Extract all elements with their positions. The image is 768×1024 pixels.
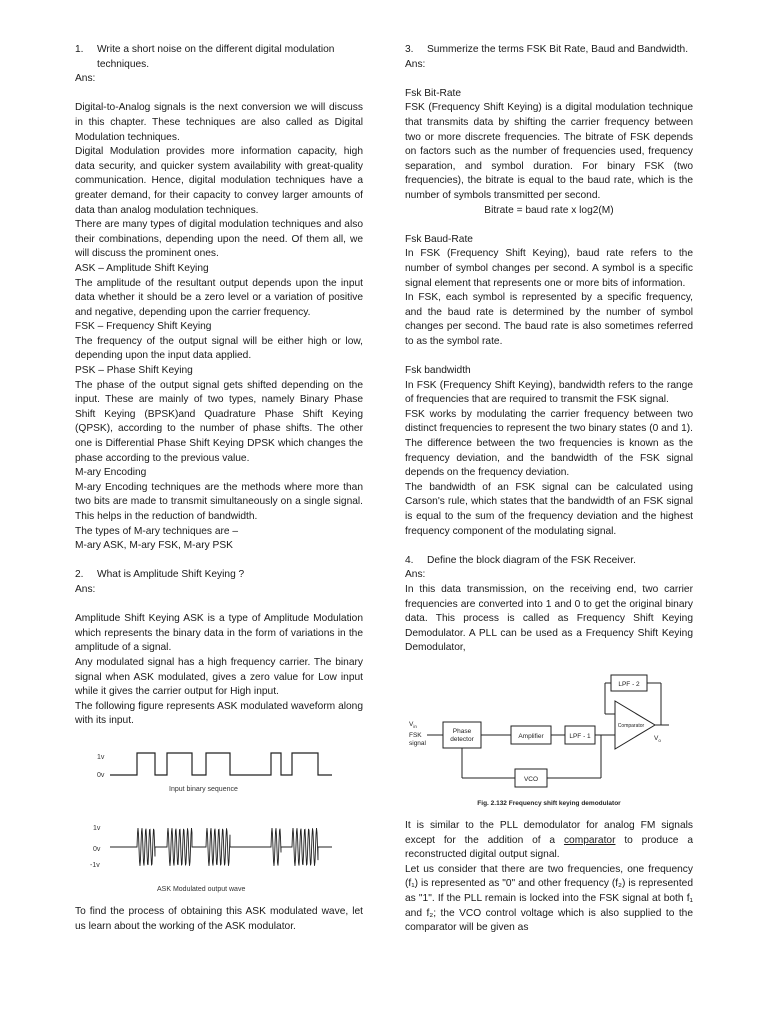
question-text: Summerize the terms FSK Bit Rate, Baud and Bandwidth. bbox=[427, 44, 689, 55]
input-label-3: signal bbox=[409, 739, 426, 747]
input-label: $V_{in}$ bbox=[409, 720, 417, 729]
formula: Bitrate = baud rate x log2(M) bbox=[484, 204, 614, 216]
binary-sequence-line bbox=[110, 753, 332, 775]
paragraph: In FSK (Frequency Shift Keying), bandwidth refers to the range of frequencies that are required to transmit the FSK signal. bbox=[405, 379, 693, 406]
link-comparator[interactable]: comparator bbox=[563, 834, 616, 846]
paragraph: FSK works by modulating the carrier frequency between two distinct frequencies to represent the two binary states (0 and 1). The difference between the two frequencies is known as the frequency deviation, and the bandwidth of the FSK signal depends on the frequency deviation. bbox=[405, 408, 693, 479]
input-label-2: FSK bbox=[409, 731, 422, 739]
subheading-ask: ASK – Amplitude Shift Keying bbox=[75, 262, 209, 274]
paragraph: FSK (Frequency Shift Keying) is a digital modulation technique that transmits data by shifting the carrier frequency between two or more discrete frequencies. The bitrate of FSK depends on factors such as the number of frequencies used, frequency separation, and symbol duration. For binary FSK (two frequencies), the bitrate is equal to the baud rate, which is the number of symbols transmitted per second. bbox=[405, 102, 693, 201]
right-column bbox=[405, 43, 693, 936]
paragraph: Digital Modulation provides more information capacity, high data security, and quicker system availability with great-quality communication. Hence, digital modulation techniques have a greater demand, for their capacity to convey larger amounts of data than analog modulation techniques. bbox=[75, 146, 363, 216]
subheading-fsk: FSK – Frequency Shift Keying bbox=[75, 321, 212, 333]
label-0v: 0v bbox=[97, 771, 105, 779]
subheading-psk: PSK – Phase Shift Keying bbox=[75, 365, 193, 377]
lpf2-label: LPF - 2 bbox=[618, 680, 640, 688]
paragraph: The amplitude of the resultant output depends upon the input data whether it should be a zero level or a variation of positive and negative, depending upon the carrier frequency. bbox=[75, 277, 363, 318]
subheading-bandwidth: Fsk bandwidth bbox=[405, 365, 471, 377]
question-4 bbox=[405, 554, 693, 569]
paragraph: Any modulated signal has a high frequency carrier. The binary signal when ASK modulated, gives a zero value for Low input while it gives the carrier output for High input. bbox=[75, 656, 363, 698]
paragraph: The phase of the output signal gets shifted depending on the input. These are mainly of two types, namely Binary Phase Shift Keying (BPSK)and Quadrature Phase Shift Keying (QPSK), according to the number of phase shifts. The other one is Differential Phase Shift Keying DPSK which changes the phase according to the previous value. bbox=[75, 379, 363, 464]
caption-input: Input binary sequence bbox=[169, 785, 238, 793]
phase-detector-label-2: detector bbox=[450, 735, 474, 743]
text-run: In this data transmission, on the receiving end, two carrier frequencies are converted into 1 and 0 to get the original binary data. This process is called as bbox=[405, 583, 693, 625]
paragraph: The types of M-ary techniques are – bbox=[75, 525, 239, 537]
question-1 bbox=[75, 43, 363, 72]
text-run: . A PLL can be used as a bbox=[462, 627, 582, 639]
ask-waveform-figure bbox=[75, 737, 363, 897]
fsk-demodulator-diagram bbox=[405, 664, 693, 819]
answer-label: Ans: bbox=[75, 73, 96, 85]
link-fsk-demodulator[interactable]: Frequency Shift Keying Demodulator bbox=[405, 627, 693, 654]
answer-label: Ans: bbox=[75, 583, 96, 595]
answer-label: Ans: bbox=[405, 58, 426, 70]
text-run: It is similar to the PLL demodulator for analog FM signals except for the addition of a bbox=[405, 819, 693, 846]
phase-detector-box bbox=[443, 722, 481, 748]
question-text: Define the block diagram of the FSK Receiver. bbox=[427, 554, 636, 566]
question-text: Write a short noise on the different digital modulation techniques. bbox=[97, 44, 335, 70]
answer-label: Ans: bbox=[405, 569, 426, 581]
amplifier-label: Amplifier bbox=[518, 732, 544, 740]
paragraph: Let us consider that there are two frequencies, one frequency (f₁) is represented as "0" and other frequency (f₂) is represented as "1". If the PLL remain is locked into the FSK signal at both f₁ and f₂; the VCO control voltage which is also supplied to the comparator will be given as bbox=[405, 863, 693, 934]
text-run: to produce a reconstructed digital output signal. bbox=[405, 834, 693, 861]
question-text: What is Amplitude Shift Keying ? bbox=[97, 569, 245, 581]
phase-detector-label: Phase bbox=[452, 727, 472, 735]
subheading-bitrate: Fsk Bit-Rate bbox=[405, 87, 462, 99]
paragraph: Amplitude Shift Keying ASK is a type of Amplitude Modulation which represents the binary data in the form of variations in the amplitude of a signal. bbox=[75, 613, 363, 654]
paragraph: M-ary Encoding techniques are the methods where more than two bits are made to transmit simultaneously on a single signal. This helps in the reduction of bandwidth. bbox=[75, 481, 363, 522]
left-column bbox=[75, 43, 363, 934]
paragraph: M-ary ASK, M-ary FSK, M-ary PSK bbox=[75, 540, 233, 552]
label-0v-b: 0v bbox=[93, 845, 101, 853]
question-number: 2. bbox=[75, 569, 84, 581]
paragraph bbox=[405, 819, 693, 863]
caption-output: ASK Modulated output wave bbox=[157, 885, 246, 893]
diagram-caption: Fig. 2.132 Frequency shift keying demodulator bbox=[477, 799, 621, 807]
paragraph: The following figure represents ASK modulated waveform along with its input. bbox=[75, 700, 363, 727]
paragraph: There are many types of digital modulation techniques and also their combinations, depending upon the need. Of them all, we will discuss the prominent ones. bbox=[75, 219, 363, 260]
paragraph: Digital-to-Analog signals is the next conversion we will discuss in this chapter. These techniques are also called as Digital Modulation techniques. bbox=[75, 102, 363, 143]
vco-label: VCO bbox=[523, 775, 539, 783]
text-run: , bbox=[462, 642, 466, 654]
question-number: 3. bbox=[405, 44, 414, 55]
output-label: $V_o$ bbox=[654, 734, 661, 743]
lpf1-label: LPF - 1 bbox=[569, 732, 591, 740]
paragraph: In FSK, each symbol is represented by a specific frequency, and the baud rate is determined by the number of symbol changes per second. The baud rate is also sometimes referred to as the symbol rate. bbox=[405, 292, 693, 347]
question-2 bbox=[75, 568, 363, 583]
paragraph: To find the process of obtaining this ASK modulated wave, let us learn about the working of the ASK modulator. bbox=[75, 905, 363, 932]
label-1v-b: 1v bbox=[93, 824, 101, 832]
question-number: 1. bbox=[75, 44, 84, 55]
question-3 bbox=[405, 43, 693, 58]
label-minus1v: -1v bbox=[90, 861, 100, 869]
paragraph bbox=[405, 583, 693, 656]
comparator-label: Comparator bbox=[617, 722, 645, 729]
subheading-mary: M-ary Encoding bbox=[75, 467, 147, 479]
subheading-baudrate: Fsk Baud-Rate bbox=[405, 233, 473, 245]
paragraph: The bandwidth of an FSK signal can be calculated using Carson's rule, which states that the bandwidth of an FSK signal is equal to the sum of the frequency deviation and the highest frequency component of the modulating signal. bbox=[405, 481, 693, 537]
paragraph: In FSK (Frequency Shift Keying), baud rate refers to the number of symbol changes per second. A symbol is a specific signal element that represents one or more bits of information. bbox=[405, 248, 693, 289]
link-fsk-demodulator[interactable]: Frequency Shift Keying Demodulator bbox=[405, 613, 693, 639]
paragraph: The frequency of the output signal will be either high or low, depending upon the input data applied. bbox=[75, 335, 363, 362]
ask-modulated-wave bbox=[110, 828, 332, 866]
label-1v: 1v bbox=[97, 753, 105, 761]
question-number: 4. bbox=[405, 554, 414, 566]
